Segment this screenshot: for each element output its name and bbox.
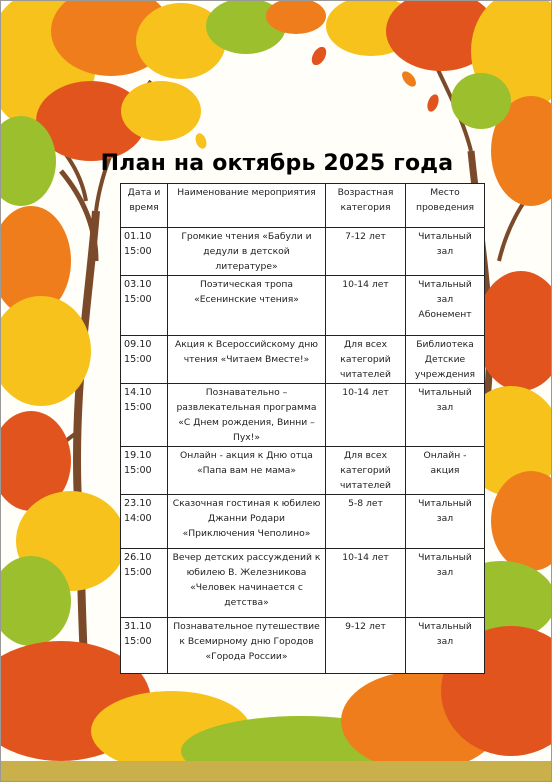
event-time: 15:00 <box>124 465 152 476</box>
event-age: 9-12 лет <box>326 618 406 674</box>
header-date: Дата и время <box>121 184 168 228</box>
event-date: 03.10 <box>124 279 152 290</box>
page-title: План на октябрь 2025 года <box>100 151 454 176</box>
event-age: Для всех категорий читателей <box>326 336 406 384</box>
event-place: Читальный зал <box>406 495 485 549</box>
event-time: 14:00 <box>124 513 152 524</box>
event-age: 7-12 лет <box>326 228 406 276</box>
header-name: Наименование мероприятия <box>168 184 326 228</box>
event-age: 10-14 лет <box>326 276 406 336</box>
event-place: Библиотека Детские учреждения <box>406 336 485 384</box>
events-table <box>120 183 485 674</box>
event-name: Сказочная гостиная к юбилею Джанни Родари «Приключения Чеполино» <box>168 495 326 549</box>
table-row <box>121 447 485 495</box>
event-age: 10-14 лет <box>326 549 406 618</box>
table-row <box>121 336 485 384</box>
table-row <box>121 549 485 618</box>
event-date: 09.10 <box>124 339 152 350</box>
table-row <box>121 495 485 549</box>
event-age: Для всех категорий читателей <box>326 447 406 495</box>
event-date: 31.10 <box>124 621 152 632</box>
event-name: Онлайн - акция к Дню отца «Папа вам не мама» <box>168 447 326 495</box>
event-name: Поэтическая тропа «Есенинские чтения» <box>168 276 326 336</box>
event-date: 23.10 <box>124 498 152 509</box>
header-age: Возрастная категория <box>326 184 406 228</box>
event-date: 26.10 <box>124 552 152 563</box>
table-row <box>121 228 485 276</box>
event-date: 19.10 <box>124 450 152 461</box>
event-place: Читальный зал <box>406 384 485 447</box>
event-time: 15:00 <box>124 636 152 647</box>
event-date: 14.10 <box>124 387 152 398</box>
event-date: 01.10 <box>124 231 152 242</box>
event-place: Читальный зал Абонемент <box>406 276 485 336</box>
event-name: Познавательное путешествие к Всемирному дню Городов «Города России» <box>168 618 326 674</box>
event-time: 15:00 <box>124 294 152 305</box>
table-row <box>121 618 485 674</box>
event-name: Громкие чтения «Бабули и дедули в детской литературе» <box>168 228 326 276</box>
event-time: 15:00 <box>124 354 152 365</box>
event-name: Акция к Всероссийскому дню чтения «Читаем Вместе!» <box>168 336 326 384</box>
event-place: Читальный зал <box>406 618 485 674</box>
event-place: Читальный зал <box>406 228 485 276</box>
event-age: 5-8 лет <box>326 495 406 549</box>
event-name: Познавательно – развлекательная программа «С Днем рождения, Винни – Пух!» <box>168 384 326 447</box>
event-place: Онлайн - акция <box>406 447 485 495</box>
event-time: 15:00 <box>124 246 152 257</box>
event-place: Читальный зал <box>406 549 485 618</box>
event-time: 15:00 <box>124 402 152 413</box>
table-header-row <box>121 184 485 228</box>
event-name: Вечер детских рассуждений к юбилею В. Железникова «Человек начинается с детства» <box>168 549 326 618</box>
table-row <box>121 384 485 447</box>
event-age: 10-14 лет <box>326 384 406 447</box>
table-row <box>121 276 485 336</box>
header-place: Место проведения <box>406 184 485 228</box>
event-time: 15:00 <box>124 567 152 578</box>
